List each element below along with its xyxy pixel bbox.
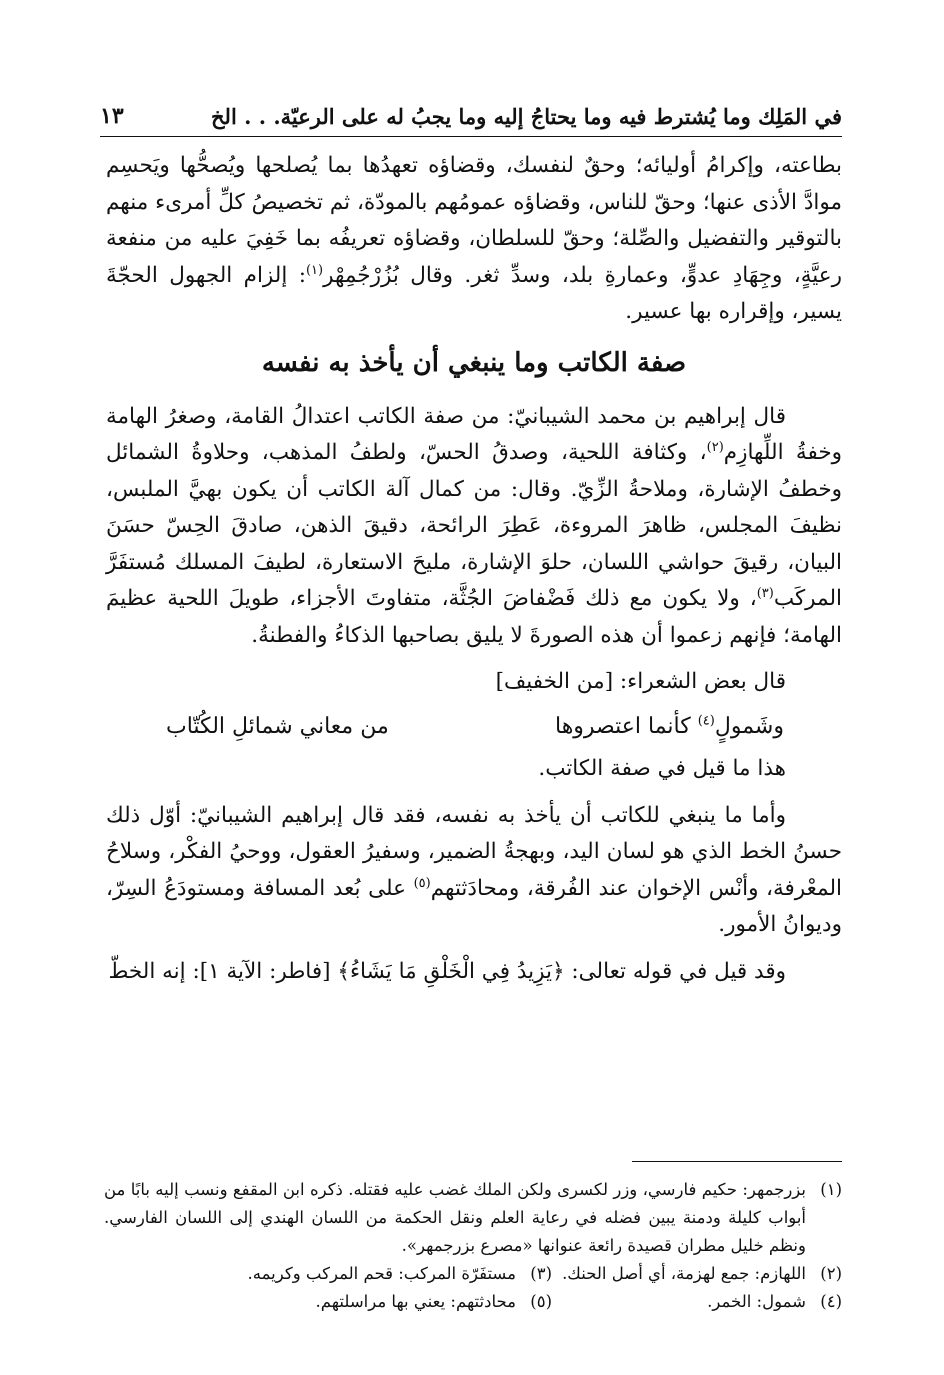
section-heading: صفة الكاتب وما ينبغي أن يأخذ به نفسه xyxy=(261,347,687,378)
footnotes xyxy=(104,1176,842,1316)
footnote-row-2-3 xyxy=(104,1260,842,1288)
footnote-4: (٤) شمول: الخمر. xyxy=(707,1292,842,1311)
poem-verse xyxy=(106,709,842,746)
footnote-ref-4: (٤) xyxy=(697,713,715,729)
footnote-3: (٣) مستفَرّة المركب: قحم المركب وكريمه. xyxy=(247,1264,552,1283)
verse-second-hemistich: من معاني شمائلِ الكُتّاب xyxy=(166,713,389,739)
footnote-2: (٢) اللهازم: جمع لهزمة، أي أصل الحنك. xyxy=(562,1264,842,1283)
running-title: في المَلِك وما يُشترط فيه وما يحتاجُ إليه وما يجبُ له على الرعيّة. . . الخ xyxy=(210,104,842,129)
page-number: ١٣ xyxy=(100,103,124,129)
footnote-1: (١) بزرجمهر: حكيم فارسي، وزر لكسرى ولكن الملك غضب عليه فقتله. ذكره ابن المقفع ونسب إليه بابًا من أبواب كليلة ودمنة يبين فضله في رعاية العلم ونقل الحكمة من اللسان الهندي إلى اللسان الفارسي. ونظم خليل مطران قصيدة رائعة عنوانها «مصرع بزرجمهر». xyxy=(104,1180,842,1255)
running-header xyxy=(100,95,842,129)
footnote-rule xyxy=(632,1161,842,1162)
paragraph-4: وأما ما ينبغي للكاتب أن يأخذ به نفسه، فقد قال إبراهيم الشيبانيّ: أوّل ذلك حسنُ الخط الذي هو لسان اليد، وبهجةُ الضمير، وسفيرُ العقول، ووحيُ الفكْر، وسلاحُ المعْرفة، وأنْس الإخوان عند الفُرقة، ومحادَثتهم$^{(٥)}$ على بُعد المسافة ومستودَعُ السِرّ، وديوانُ الأمور. xyxy=(106,802,842,937)
footnote-ref-3: (٣) xyxy=(756,585,774,601)
paragraph-5: وقد قيل في قوله تعالى: ﴿يَزِيدُ فِي الْخَلْقِ مَا يَشَاءُ﴾ [فاطر: الآية ١]: إنه الخطّ xyxy=(108,958,786,984)
header-rule xyxy=(100,136,842,137)
paragraph-2: قال إبراهيم بن محمد الشيبانيّ: من صفة الكاتب اعتدالُ القامة، وصغرُ الهامة وخفةُ اللِّهازِم$^{(٢)}$، وكثافة اللحية، وصدقُ الحسّ، ولطفُ المذهب، وحلاوةُ الشمائل وخطفُ الإشارة، وملاحةُ الزِّيّ. وقال: من كمال آلة الكاتب أن يكون بهيَّ الملبس، نظيفَ المجلس، ظاهرَ المروءة، عَطِرَ الرائحة، دقيقَ الذهن، صادقَ الحِسّ حسَنَ البيان، رقيقَ حواشي اللسان، حلوَ الإشارة، مليحَ الاستعارة، لطيفَ المسلك مُستفَرَّ المركَب$^{(٣)}$، ولا يكون مع ذلك فَضْفاضَ الجُثَّة، متفاوتَ الأجزاء، طويلَ اللحية عظيمَ الهامة؛ فإنهم زعموا أن هذه الصورةَ لا يليق بصاحبها الذكاءُ والفطنةُ. xyxy=(106,403,842,648)
footnote-ref-2: (٢) xyxy=(706,439,724,455)
main-text xyxy=(106,148,842,990)
poet-intro: قال بعض الشعراء: [من الخفيف] xyxy=(495,669,786,694)
footnote-ref-1: (١) xyxy=(305,262,324,278)
paragraph-3: هذا ما قيل في صفة الكاتب. xyxy=(538,756,786,781)
footnote-row-4-5 xyxy=(104,1288,842,1316)
paragraph-1: بطاعته، وإكرامُ أوليائه؛ وحقٌ لنفسك، وقضاؤه تعهدُها بما يُصلحها ويُصحُّها ويَحسِم موادَّ الأذى عنها؛ وحقّ للناس، وقضاؤه عمومُهم بالمودّة، ثم تخصيصُ كلِّ أمرىء منهم بالتوقير والتفضيل والصِّلة؛ وحقّ للسلطان، وقضاؤه تعريفُه بما خَفِيَ عليه من منفعة رعيَّةٍ، وجِهَادِ عدوٍّ، وعمارةِ بلد، وسدِّ ثغر. وقال بُزُرْجُمِهْر$^{(١)}$: إلزام الجهول الحجّةَ يسير، وإقراره بها عسير. xyxy=(106,153,842,324)
footnote-ref-5: (٥) xyxy=(413,875,431,891)
verse-first-hemistich: وشَمولٍ$^{(٤)}$ كأنما اعتصروها xyxy=(554,713,784,739)
footnote-5: (٥) محادثتهم: يعني بها مراسلتهم. xyxy=(315,1292,552,1311)
